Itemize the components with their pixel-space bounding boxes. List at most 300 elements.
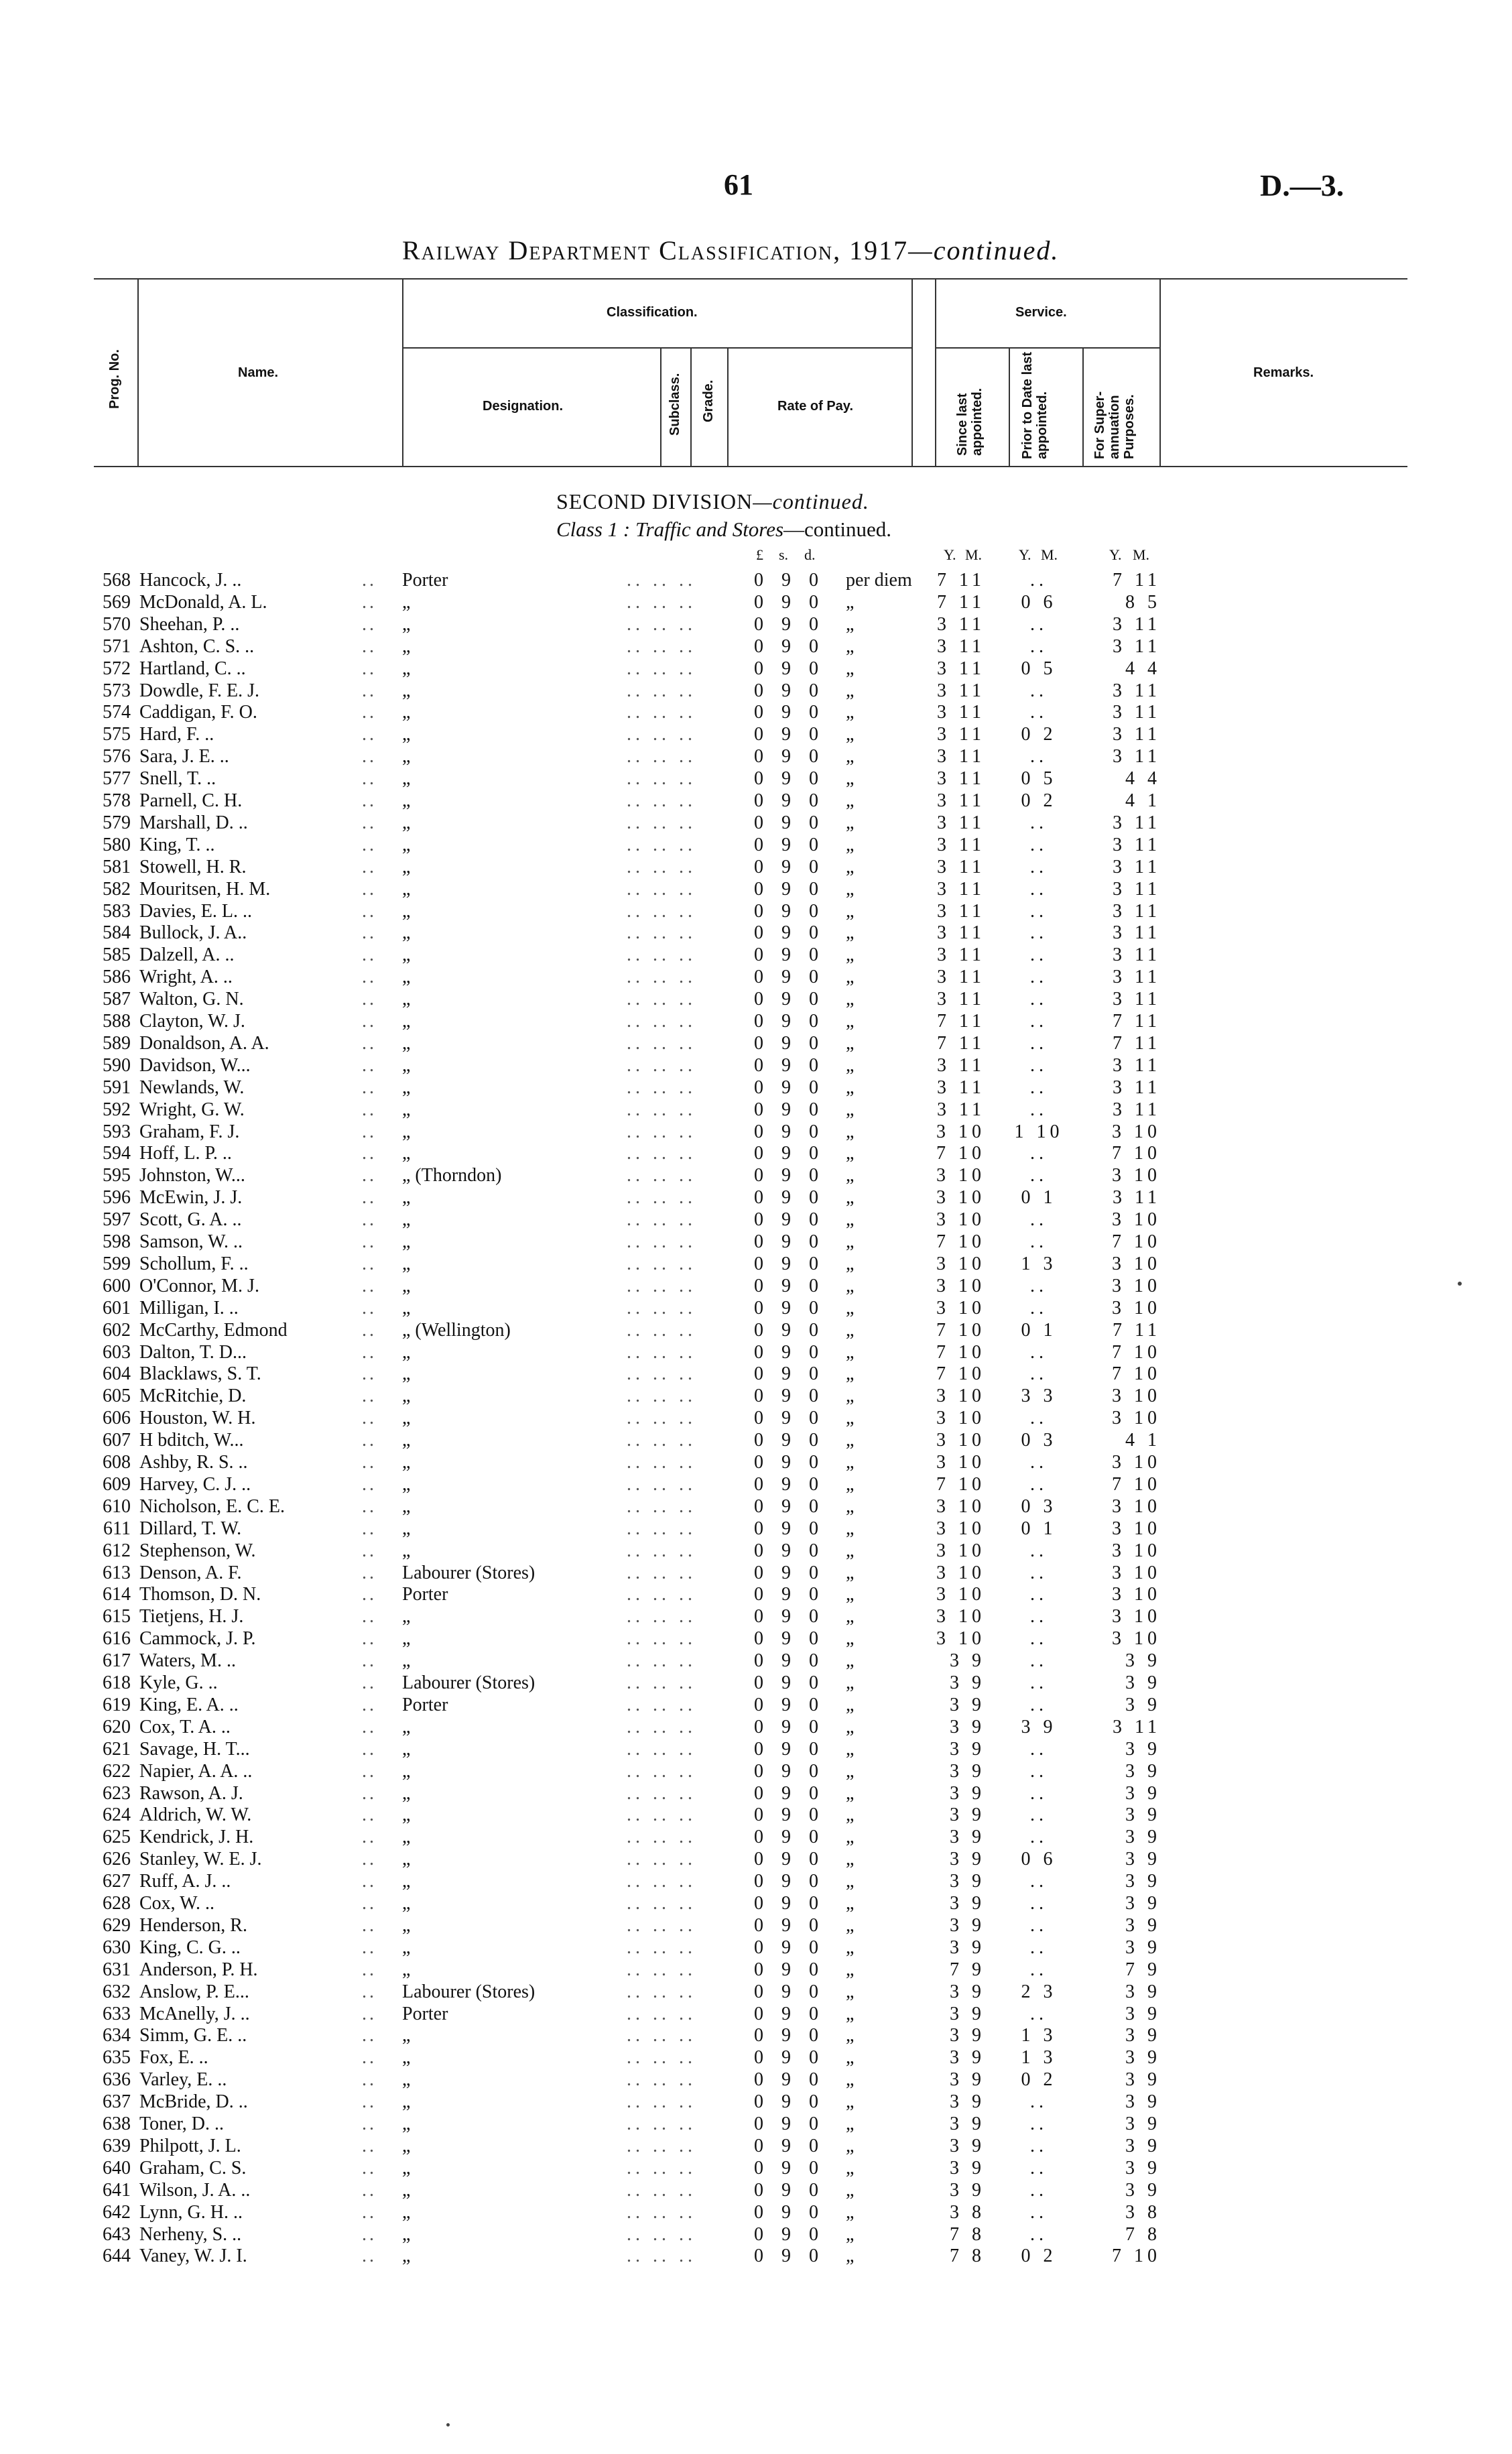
leader-dots: .. xyxy=(362,834,377,855)
service-superannuation: 7 10 xyxy=(1112,1143,1161,1164)
prog-no: 596 xyxy=(103,1187,131,1209)
rate-of-pay: 0 9 0 xyxy=(754,2047,825,2069)
employee-name: Schollum, F. .. xyxy=(139,1253,249,1274)
employee-name: McBride, D. .. xyxy=(139,2091,248,2113)
pay-unit: „ xyxy=(846,1011,855,1032)
service-superannuation: 3 10 xyxy=(1112,1452,1161,1473)
service-superannuation: 3 9 xyxy=(1125,2047,1161,2069)
leader-dots: .. xyxy=(362,1054,377,1076)
service-since: 3 8 xyxy=(950,2201,985,2223)
leader-dots: .. xyxy=(362,1562,377,1583)
leader-dots: .. xyxy=(362,1606,377,1628)
employee-name: Tietjens, H. J. xyxy=(139,1606,244,1628)
designation: „ xyxy=(402,922,411,944)
prog-no: 643 xyxy=(103,2223,131,2245)
leader-dots: .. xyxy=(362,1231,377,1252)
leader-dots: .. .. .. xyxy=(627,2223,696,2245)
designation: „ xyxy=(402,1937,411,1958)
service-prior: .. xyxy=(1030,1584,1048,1605)
service-since: 3 9 xyxy=(950,1827,985,1848)
leader-dots: .. xyxy=(362,746,377,768)
service-since: 3 9 xyxy=(950,2047,985,2069)
leader-dots: .. .. .. xyxy=(627,1716,696,1737)
prog-no: 630 xyxy=(103,1937,131,1958)
prog-no: 590 xyxy=(103,1054,131,1076)
employee-name: King, C. G. .. xyxy=(139,1937,241,1958)
rate-of-pay: 0 9 0 xyxy=(754,1209,825,1231)
pay-unit: „ xyxy=(846,2201,855,2223)
prog-no: 628 xyxy=(103,1893,131,1914)
leader-dots: .. xyxy=(362,1495,377,1517)
prog-no: 583 xyxy=(103,900,131,922)
pay-unit: „ xyxy=(846,2135,855,2156)
designation: „ xyxy=(402,856,411,877)
rate-of-pay: 0 9 0 xyxy=(754,1319,825,1341)
table-row xyxy=(0,1761,1512,1783)
leader-dots: .. .. .. xyxy=(627,702,696,723)
rate-of-pay: 0 9 0 xyxy=(754,1849,825,1870)
header-rate-of-pay: Rate of Pay. xyxy=(777,399,853,414)
service-superannuation: 3 11 xyxy=(1113,1054,1161,1076)
employee-name: Cox, W. .. xyxy=(139,1893,215,1914)
leader-dots: .. .. .. xyxy=(627,746,696,768)
service-since: 3 10 xyxy=(936,1297,985,1318)
division-suffix: —continued. xyxy=(753,489,869,513)
header-prog-no: Prog. No. xyxy=(107,349,122,409)
service-superannuation: 3 11 xyxy=(1113,724,1161,745)
leader-dots: .. .. .. xyxy=(627,613,696,635)
col-rule-4 xyxy=(690,347,692,466)
designation: „ xyxy=(402,1871,411,1892)
prog-no: 622 xyxy=(103,1760,131,1782)
pay-unit: „ xyxy=(846,812,855,833)
leader-dots: .. xyxy=(362,1121,377,1142)
service-superannuation: 3 9 xyxy=(1125,1849,1161,1870)
leader-dots: .. xyxy=(362,2246,377,2267)
service-prior: .. xyxy=(1030,2135,1048,2156)
employee-name: McRitchie, D. xyxy=(139,1386,247,1407)
leader-dots: .. xyxy=(362,1914,377,1936)
prog-no: 577 xyxy=(103,768,131,790)
designation: „ xyxy=(402,1275,411,1296)
leader-dots: .. .. .. xyxy=(627,1738,696,1760)
employee-name: Blacklaws, S. T. xyxy=(139,1363,261,1385)
employee-name: Stephenson, W. xyxy=(139,1540,256,1561)
leader-dots: .. xyxy=(362,1275,377,1296)
rate-of-pay: 0 9 0 xyxy=(754,702,825,723)
service-superannuation: 3 9 xyxy=(1125,1914,1161,1936)
rate-of-pay: 0 9 0 xyxy=(754,1606,825,1628)
rate-of-pay: 0 9 0 xyxy=(754,1187,825,1209)
service-since: 3 11 xyxy=(937,856,985,877)
table-row xyxy=(0,2246,1512,2268)
pay-unit: „ xyxy=(846,2069,855,2091)
pay-unit: „ xyxy=(846,768,855,790)
designation: „ xyxy=(402,1827,411,1848)
service-prior: .. xyxy=(1030,834,1048,855)
pay-unit: „ xyxy=(846,1430,855,1451)
unit-shilling: s. xyxy=(779,546,789,563)
designation: Labourer (Stores) xyxy=(402,1672,536,1693)
leader-dots: .. xyxy=(362,1032,377,1054)
designation: „ xyxy=(402,1518,411,1539)
service-superannuation: 3 11 xyxy=(1113,812,1161,833)
leader-dots: .. .. .. xyxy=(627,1165,696,1186)
unit-months-prior: M. xyxy=(1041,546,1058,563)
prog-no: 633 xyxy=(103,2003,131,2024)
table-row xyxy=(0,1231,1512,1253)
rate-of-pay: 0 9 0 xyxy=(754,2025,825,2046)
leader-dots: .. xyxy=(362,591,377,613)
service-prior: .. xyxy=(1030,1143,1048,1164)
leader-dots: .. .. .. xyxy=(627,1871,696,1892)
service-prior: .. xyxy=(1030,2003,1048,2024)
leader-dots: .. .. .. xyxy=(627,1032,696,1054)
leader-dots: .. xyxy=(362,1628,377,1650)
employee-name: Newlands, W. xyxy=(139,1077,245,1098)
service-since: 7 8 xyxy=(950,2223,985,2245)
print-speck xyxy=(1458,1282,1462,1286)
service-prior: .. xyxy=(1030,900,1048,922)
service-prior: 0 1 xyxy=(1021,1319,1057,1341)
leader-dots: .. .. .. xyxy=(627,1584,696,1605)
leader-dots: .. xyxy=(362,1363,377,1385)
service-prior: 1 3 xyxy=(1021,1253,1057,1274)
pay-unit: „ xyxy=(846,1804,855,1826)
employee-name: Anslow, P. E... xyxy=(139,1981,249,2002)
rate-of-pay: 0 9 0 xyxy=(754,856,825,877)
service-since: 3 11 xyxy=(937,834,985,855)
leader-dots: .. .. .. xyxy=(627,768,696,790)
prog-no: 593 xyxy=(103,1121,131,1142)
service-prior: .. xyxy=(1030,1937,1048,1958)
prog-no: 584 xyxy=(103,922,131,944)
employee-name: Walton, G. N. xyxy=(139,989,244,1010)
service-prior: .. xyxy=(1030,746,1048,768)
table-row xyxy=(0,636,1512,658)
rate-of-pay: 0 9 0 xyxy=(754,1959,825,1980)
designation: „ xyxy=(402,1187,411,1209)
rate-of-pay: 0 9 0 xyxy=(754,900,825,922)
rate-of-pay: 0 9 0 xyxy=(754,1386,825,1407)
designation: „ xyxy=(402,680,411,701)
table-row xyxy=(0,967,1512,989)
leader-dots: .. .. .. xyxy=(627,635,696,657)
service-since: 3 10 xyxy=(936,1408,985,1429)
service-prior: 0 2 xyxy=(1021,724,1057,745)
service-superannuation: 3 10 xyxy=(1112,1253,1161,1274)
service-prior: .. xyxy=(1030,1914,1048,1936)
prog-no: 625 xyxy=(103,1827,131,1848)
designation: „ xyxy=(402,812,411,833)
designation: „ xyxy=(402,2157,411,2179)
rate-of-pay: 0 9 0 xyxy=(754,1937,825,1958)
service-superannuation: 3 10 xyxy=(1112,1408,1161,1429)
employee-name: Kyle, G. .. xyxy=(139,1672,218,1693)
pay-unit: „ xyxy=(846,967,855,988)
designation: Porter xyxy=(402,2003,448,2024)
pay-unit: „ xyxy=(846,1827,855,1848)
service-superannuation: 4 1 xyxy=(1125,1430,1161,1451)
employee-name: Ashton, C. S. .. xyxy=(139,635,255,657)
rate-of-pay: 0 9 0 xyxy=(754,2223,825,2245)
prog-no: 575 xyxy=(103,724,131,745)
service-since: 3 9 xyxy=(950,1760,985,1782)
employee-name: Nerheny, S. .. xyxy=(139,2223,242,2245)
rate-of-pay: 0 9 0 xyxy=(754,1518,825,1539)
designation: „ xyxy=(402,2223,411,2245)
header-for-superannuation: For Super-annuation Purposes. xyxy=(1092,391,1137,459)
service-since: 3 10 xyxy=(936,1518,985,1539)
leader-dots: .. .. .. xyxy=(627,2069,696,2091)
leader-dots: .. xyxy=(362,2047,377,2069)
table-row xyxy=(0,1672,1512,1695)
prog-no: 604 xyxy=(103,1363,131,1385)
prog-no: 589 xyxy=(103,1032,131,1054)
employee-name: Hard, F. .. xyxy=(139,724,214,745)
rate-of-pay: 0 9 0 xyxy=(754,1408,825,1429)
designation: „ xyxy=(402,635,411,657)
service-since: 3 11 xyxy=(937,635,985,657)
service-since: 3 11 xyxy=(937,613,985,635)
table-row xyxy=(0,658,1512,680)
leader-dots: .. .. .. xyxy=(627,1562,696,1583)
leader-dots: .. xyxy=(362,856,377,877)
employee-name: Wright, A. .. xyxy=(139,967,233,988)
unit-pence: d. xyxy=(804,546,816,563)
leader-dots: .. .. .. xyxy=(627,1804,696,1826)
table-row xyxy=(0,1606,1512,1628)
rate-of-pay: 0 9 0 xyxy=(754,2069,825,2091)
leader-dots: .. xyxy=(362,1187,377,1209)
service-prior: 2 3 xyxy=(1021,1981,1057,2002)
designation: „ xyxy=(402,1760,411,1782)
employee-name: Philpott, J. L. xyxy=(139,2135,241,2156)
table-row xyxy=(0,1915,1512,1937)
table-row xyxy=(0,2158,1512,2180)
rate-of-pay: 0 9 0 xyxy=(754,2135,825,2156)
service-superannuation: 3 11 xyxy=(1113,613,1161,635)
table-row xyxy=(0,1849,1512,1871)
pay-unit: „ xyxy=(846,1319,855,1341)
rate-of-pay: 0 9 0 xyxy=(754,1650,825,1672)
pay-unit: „ xyxy=(846,1518,855,1539)
rate-of-pay: 0 9 0 xyxy=(754,1430,825,1451)
pay-unit: „ xyxy=(846,1363,855,1385)
table-row xyxy=(0,1717,1512,1739)
designation: „ xyxy=(402,1363,411,1385)
employee-name: McAnelly, J. .. xyxy=(139,2003,250,2024)
pay-unit: „ xyxy=(846,922,855,944)
service-superannuation: 3 11 xyxy=(1113,989,1161,1010)
pay-unit: „ xyxy=(846,1341,855,1363)
employee-name: Graham, F. J. xyxy=(139,1121,240,1142)
prog-no: 631 xyxy=(103,1959,131,1980)
designation: „ xyxy=(402,790,411,811)
leader-dots: .. xyxy=(362,1650,377,1672)
employee-name: Henderson, R. xyxy=(139,1914,247,1936)
service-since: 3 9 xyxy=(950,2003,985,2024)
designation: „ xyxy=(402,1297,411,1318)
designation: „ xyxy=(402,2179,411,2201)
service-since: 7 10 xyxy=(936,1319,985,1341)
employee-name: Waters, M. .. xyxy=(139,1650,236,1672)
service-prior: .. xyxy=(1030,1054,1048,1076)
prog-no: 611 xyxy=(103,1518,131,1539)
rate-of-pay: 0 9 0 xyxy=(754,1760,825,1782)
service-superannuation: 4 1 xyxy=(1125,790,1161,811)
service-prior: .. xyxy=(1030,1804,1048,1826)
service-since: 7 11 xyxy=(937,570,985,591)
service-since: 3 9 xyxy=(950,1914,985,1936)
designation: „ xyxy=(402,1804,411,1826)
table-row xyxy=(0,1342,1512,1364)
designation: „ xyxy=(402,1099,411,1120)
service-prior: .. xyxy=(1030,1473,1048,1495)
leader-dots: .. xyxy=(362,1473,377,1495)
table-row xyxy=(0,1937,1512,1959)
service-since: 3 11 xyxy=(937,900,985,922)
service-prior: .. xyxy=(1030,570,1048,591)
leader-dots: .. .. .. xyxy=(627,1937,696,1958)
service-prior: .. xyxy=(1030,1562,1048,1583)
prog-no: 571 xyxy=(103,635,131,657)
employee-name: Hartland, C. .. xyxy=(139,658,246,679)
employee-name: King, T. .. xyxy=(139,834,215,855)
prog-no: 640 xyxy=(103,2157,131,2179)
service-superannuation: 3 9 xyxy=(1125,2157,1161,2179)
header-remarks: Remarks. xyxy=(1253,365,1314,380)
designation: „ xyxy=(402,2091,411,2113)
table-row xyxy=(0,1077,1512,1099)
service-since: 3 10 xyxy=(936,1606,985,1628)
rate-of-pay: 0 9 0 xyxy=(754,1584,825,1605)
prog-no: 609 xyxy=(103,1473,131,1495)
rate-of-pay: 0 9 0 xyxy=(754,1738,825,1760)
leader-dots: .. xyxy=(362,1452,377,1473)
service-superannuation: 3 11 xyxy=(1113,1187,1161,1209)
service-since: 7 10 xyxy=(936,1473,985,1495)
prog-no: 641 xyxy=(103,2179,131,2201)
leader-dots: .. xyxy=(362,1165,377,1186)
table-row xyxy=(0,1584,1512,1606)
designation: „ xyxy=(402,1628,411,1650)
service-superannuation: 3 9 xyxy=(1125,2113,1161,2134)
service-superannuation: 3 11 xyxy=(1113,944,1161,966)
service-prior: .. xyxy=(1030,1231,1048,1252)
employee-name: Ruff, A. J. .. xyxy=(139,1871,231,1892)
service-prior: .. xyxy=(1030,613,1048,635)
leader-dots: .. .. .. xyxy=(627,1981,696,2002)
prog-no: 614 xyxy=(103,1584,131,1605)
designation: „ xyxy=(402,878,411,900)
class-suffix: —continued. xyxy=(783,517,892,541)
prog-no: 616 xyxy=(103,1628,131,1650)
pay-unit: „ xyxy=(846,2113,855,2134)
service-since: 3 11 xyxy=(937,768,985,790)
employee-name: Varley, E. .. xyxy=(139,2069,227,2091)
employee-name: McDonald, A. L. xyxy=(139,591,267,613)
prog-no: 638 xyxy=(103,2113,131,2134)
pay-unit: „ xyxy=(846,1694,855,1715)
leader-dots: .. xyxy=(362,1518,377,1539)
leader-dots: .. xyxy=(362,1011,377,1032)
leader-dots: .. .. .. xyxy=(627,1187,696,1209)
employee-name: Thomson, D. N. xyxy=(139,1584,261,1605)
service-prior: 0 2 xyxy=(1021,2069,1057,2091)
prog-no: 573 xyxy=(103,680,131,701)
service-superannuation: 3 11 xyxy=(1113,1099,1161,1120)
pay-unit: „ xyxy=(846,834,855,855)
service-prior: .. xyxy=(1030,2179,1048,2201)
employee-name: Sara, J. E. .. xyxy=(139,746,229,768)
designation: „ xyxy=(402,900,411,922)
employee-name: Parnell, C. H. xyxy=(139,790,243,811)
service-superannuation: 3 9 xyxy=(1125,1694,1161,1715)
leader-dots: .. .. .. xyxy=(627,989,696,1010)
prog-no: 581 xyxy=(103,856,131,877)
table-row xyxy=(0,1276,1512,1298)
service-prior: .. xyxy=(1030,1165,1048,1186)
leader-dots: .. xyxy=(362,1694,377,1715)
col-rule-5 xyxy=(727,347,729,466)
pay-unit: „ xyxy=(846,1914,855,1936)
prog-no: 594 xyxy=(103,1143,131,1164)
leader-dots: .. xyxy=(362,658,377,679)
table-row xyxy=(0,1628,1512,1650)
service-prior: .. xyxy=(1030,1209,1048,1231)
col-rule-7 xyxy=(935,278,936,466)
designation: „ xyxy=(402,2025,411,2046)
leader-dots: .. .. .. xyxy=(627,856,696,877)
leader-dots: .. .. .. xyxy=(627,1914,696,1936)
service-since: 3 10 xyxy=(936,1540,985,1561)
prog-no: 635 xyxy=(103,2047,131,2069)
leader-dots: .. xyxy=(362,1959,377,1980)
service-prior: .. xyxy=(1030,2157,1048,2179)
prog-no: 578 xyxy=(103,790,131,811)
service-prior: .. xyxy=(1030,2091,1048,2113)
service-superannuation: 7 11 xyxy=(1113,570,1161,591)
designation: „ xyxy=(402,1738,411,1760)
pay-unit: „ xyxy=(846,1716,855,1737)
leader-dots: .. .. .. xyxy=(627,1275,696,1296)
employee-name: Graham, C. S. xyxy=(139,2157,247,2179)
pay-unit: „ xyxy=(846,1562,855,1583)
rate-of-pay: 0 9 0 xyxy=(754,1914,825,1936)
service-prior: 0 2 xyxy=(1021,790,1057,811)
leader-dots: .. xyxy=(362,2223,377,2245)
pay-unit: „ xyxy=(846,900,855,922)
pay-unit: „ xyxy=(846,1959,855,1980)
service-since: 7 11 xyxy=(937,591,985,613)
leader-dots: .. .. .. xyxy=(627,812,696,833)
pay-unit: „ xyxy=(846,2246,855,2267)
header-bottom-rule xyxy=(94,466,1407,467)
rate-of-pay: 0 9 0 xyxy=(754,1452,825,1473)
service-prior: .. xyxy=(1030,1650,1048,1672)
pay-unit: „ xyxy=(846,2223,855,2245)
service-superannuation: 3 11 xyxy=(1113,922,1161,944)
table-row xyxy=(0,1099,1512,1121)
service-prior: .. xyxy=(1030,1959,1048,1980)
employee-name: Cammock, J. P. xyxy=(139,1628,256,1650)
leader-dots: .. xyxy=(362,1672,377,1693)
leader-dots: .. .. .. xyxy=(627,570,696,591)
service-since: 3 9 xyxy=(950,2135,985,2156)
employee-name: Fox, E. .. xyxy=(139,2047,208,2069)
prog-no: 602 xyxy=(103,1319,131,1341)
